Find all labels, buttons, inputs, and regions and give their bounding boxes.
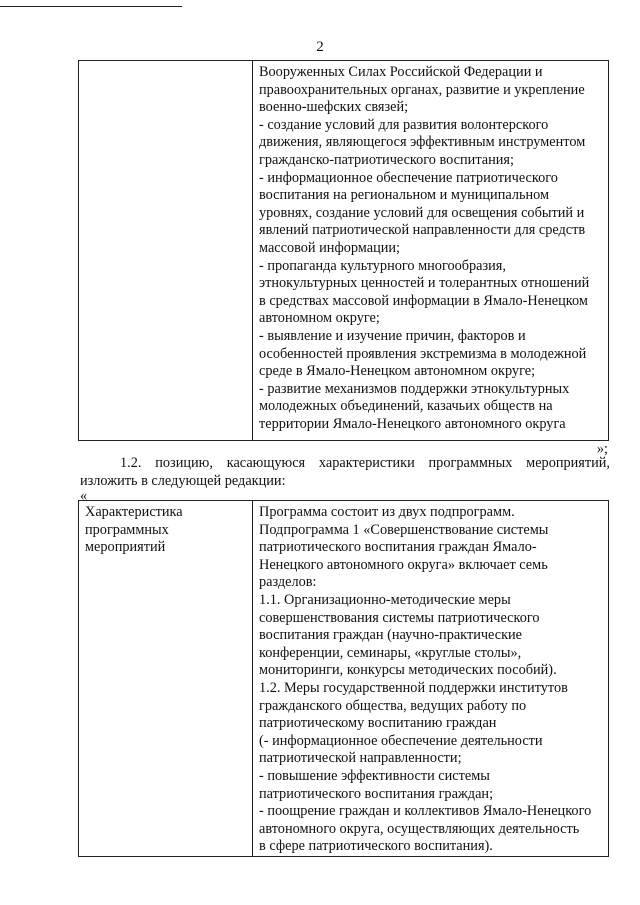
cell-line: гражданского общества, ведущих работу по [259,697,527,714]
cell-line: патриотическому воспитанию граждан [259,715,497,732]
cell-line: в сфере патриотического воспитания). [259,838,493,855]
cell-line: - информационное обеспечение патриотического [259,169,558,186]
table-row [79,61,609,441]
cell-line: 1.1. Организационно-методические меры [259,591,511,608]
table-row [79,501,609,857]
program-activities-table [78,500,609,857]
cell-line: патриотического воспитания граждан; [259,785,494,802]
table-left-cell [79,61,253,441]
cell-line: среде в Ямало-Ненецком автономном округе; [259,363,536,380]
table-right-cell [253,501,609,857]
cell-line: мероприятий [85,539,166,556]
cell-line: в средствах массовой информации в Ямало-Ненецком [259,292,588,309]
cell-line: Характеристика [85,504,183,520]
cell-line: военно-шефских связей; [259,99,409,116]
page-number: 2 [316,39,324,55]
cell-line: - пропаганда культурного многообразия, [259,257,506,274]
cell-line: Ненецкого автономного округа» включает семь [259,556,548,573]
opening-quote: « [80,488,88,504]
cell-line: автономном округе; [259,310,380,327]
cell-line: воспитания на региональном и муниципальном [259,187,550,204]
cell-line: 1.2. Меры государственной поддержки институтов [259,679,568,696]
cell-line: автономного округа, осуществляющих деятельность [259,820,580,837]
cell-line: патриотического воспитания граждан Ямало- [259,539,537,556]
cell-line: особенностей проявления экстремизма в молодежной [259,345,587,362]
cell-line: движения, являющегося эффективным инструментом [259,134,586,151]
cell-line: этнокультурных ценностей и толерантных отношений [259,275,590,292]
cell-line: Программа состоит из двух подпрограмм. [259,504,515,520]
cell-line: - выявление и изучение причин, факторов и [259,327,526,344]
amendment-paragraph [80,455,610,491]
continued-table [78,60,609,441]
cell-line: массовой информации; [259,239,401,256]
cell-line: правоохранительных органах, развитие и укрепление [259,81,585,98]
cell-line: - повышение эффективности системы [259,767,490,784]
cell-line: совершенствования системы патриотического [259,609,540,626]
table-right-cell [253,61,609,441]
cell-line: воспитания граждан (научно-практические [259,627,523,644]
cell-line: уровнях, создание условий для освещения событий и [259,204,585,221]
table-left-cell [79,501,253,857]
cell-line: (- информационное обеспечение деятельности [259,732,543,749]
cell-line: конференции, семинары, «круглые столы», [259,644,522,661]
cell-line: гражданско-патриотического воспитания; [259,151,514,168]
paragraph-line: изложить в следующей редакции: [80,472,286,489]
cell-line: программных [85,521,169,538]
cell-line: - создание условий для развития волонтерского [259,116,549,133]
closing-quote: »; [596,441,608,457]
cell-line: мониторинги, конкурсы методических пособий). [259,662,557,679]
header-rule [0,6,182,7]
cell-line: Вооруженных Силах Российской Федерации и [259,64,543,80]
cell-line: явлений патриотической направленности для средств [259,222,586,239]
cell-line: - поощрение граждан и коллективов Ямало-Ненецкого [259,803,592,820]
cell-line: молодежных объединений, казачьих обществ на [259,398,553,415]
cell-line: - развитие механизмов поддержки этнокультурных [259,380,570,397]
cell-line: патриотической направленности; [259,750,462,767]
cell-line: Подпрограмма 1 «Совершенствование системы [259,521,549,538]
cell-line: территории Ямало-Ненецкого автономного округа [259,415,566,432]
cell-line: разделов: [259,574,317,591]
paragraph-line: 1.2. позицию, касающуюся характеристики программных мероприятий, [120,455,610,471]
